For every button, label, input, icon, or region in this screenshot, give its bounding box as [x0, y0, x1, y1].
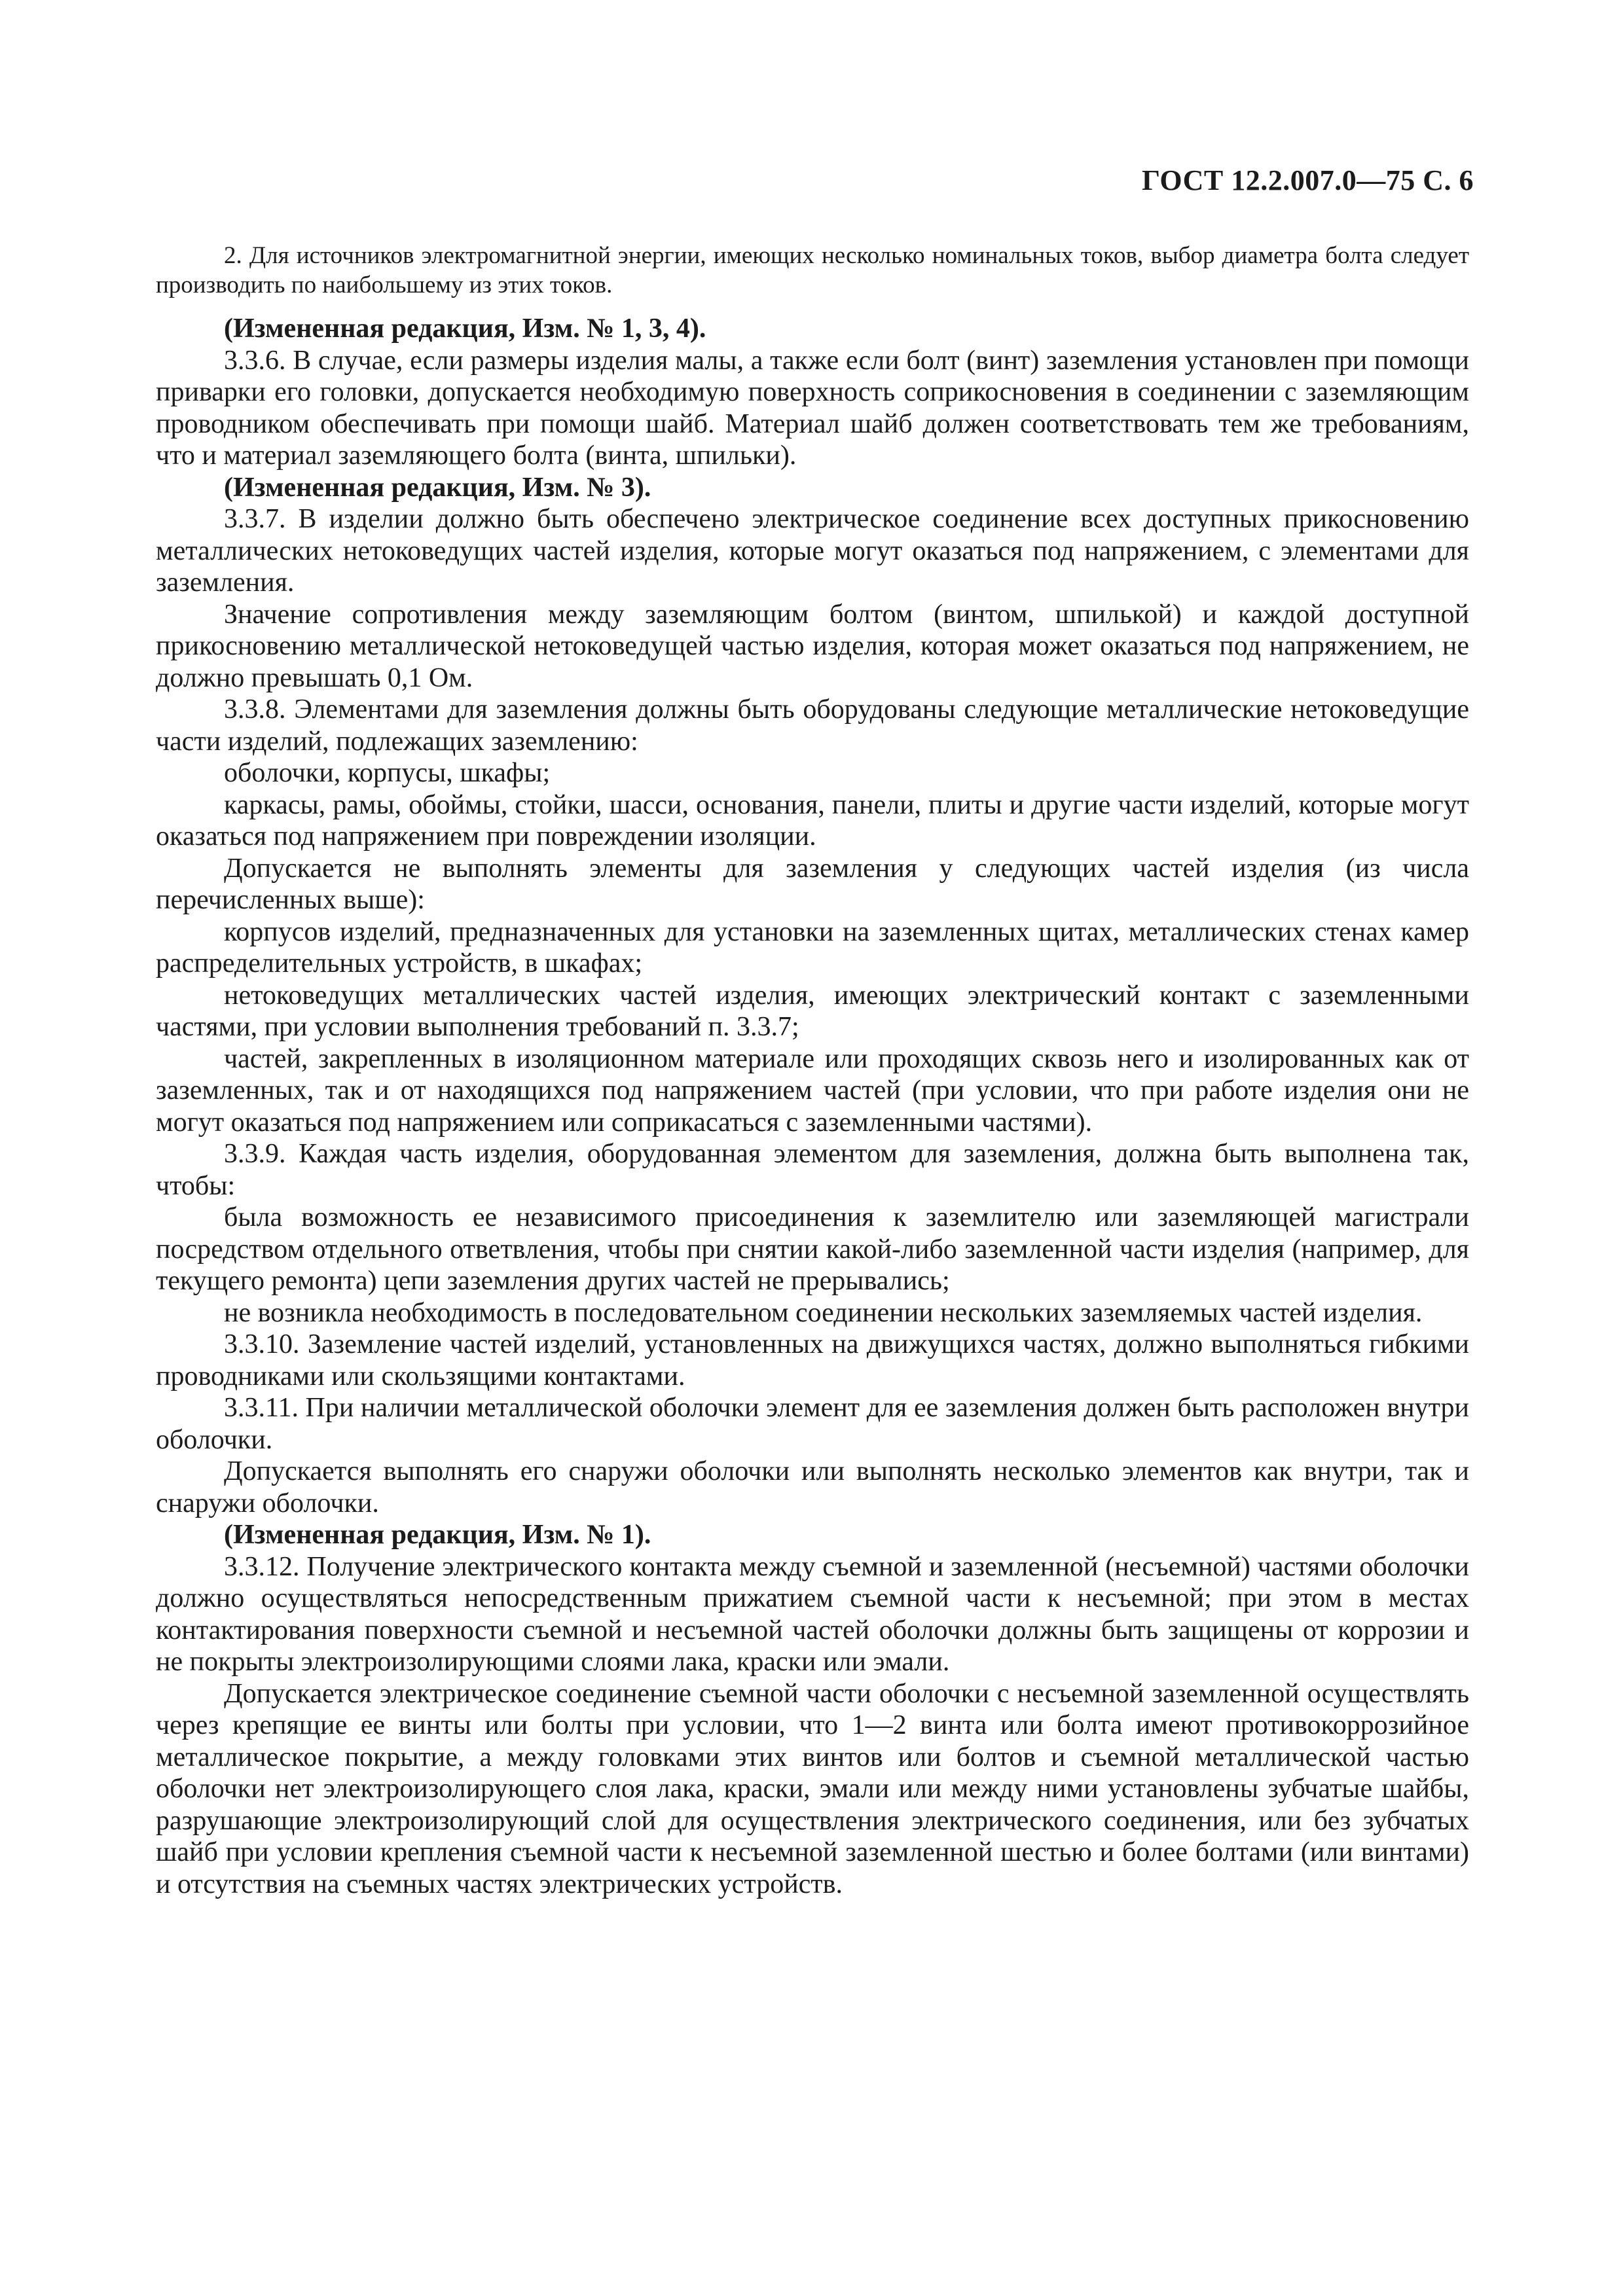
amendment-note: (Измененная редакция, Изм. № 1, 3, 4). [224, 314, 706, 344]
list-item: нетоковедущих металлических частей изделия, имеющих электрический контакт с заземленными частями, при условии выполнения требований п. 3.3.7; [156, 980, 1469, 1042]
list-item: была возможность ее независимого присоединения к заземлителю или заземляющей магистрали посредством отдельного ответвления, чтобы при снятии какой-либо заземленной части изделия (например, для текущего ремонта) цепи заземления других частей не прерывались; [156, 1202, 1469, 1296]
paragraph: Значение сопротивления между заземляющим болтом (винтом, шпилькой) и каждой доступной прикосновению металлической нетоковедущей частью изделия, которая может оказаться под напряжением, не должно превышать 0,1 Ом. [156, 599, 1469, 693]
list-item: каркасы, рамы, обоймы, стойки, шасси, основания, панели, плиты и другие части изделий, которые могут оказаться под напряжением при повреждении изоляции. [156, 789, 1469, 852]
paragraph: Допускается электрическое соединение съемной части оболочки с несъемной заземленной осуществлять через крепящие ее винты или болты при условии, что 1—2 винта или болта имеют противокоррозийное металлическое покрытие, а между головками этих винтов или болтов и съемной металлической частью оболочки нет электроизолирующего слоя лака, краски, эмали или между ними установлены зубчатые шайбы, разрушающие электроизолирующий слой для осуществления электрического соединения, или без зубчатых шайб при условии крепления съемной части к несъемной заземленной шестью и более болтами (или винтами) и отсутствия на съемных частях электрических устройств. [156, 1678, 1469, 1899]
clause-3-3-9: 3.3.9. Каждая часть изделия, оборудованная элементом для заземления, должна быть выполнена так, чтобы: [156, 1139, 1469, 1201]
clause-3-3-11: 3.3.11. При наличии металлической оболочки элемент для ее заземления должен быть расположен внутри оболочки. [156, 1393, 1469, 1455]
clause-3-3-7: 3.3.7. В изделии должно быть обеспечено электрическое соединение всех доступных прикосновению металлических нетоковедущих частей изделия, которые могут оказаться под напряжением, с элементами для заземления. [156, 504, 1469, 598]
clause-3-3-8: 3.3.8. Элементами для заземления должны быть оборудованы следующие металлические нетоковедущие части изделий, подлежащих заземлению: [156, 694, 1469, 757]
amendment-note: (Измененная редакция, Изм. № 1). [224, 1520, 651, 1550]
clause-3-3-12: 3.3.12. Получение электрического контакта между съемной и заземленной (несъемной) частями оболочки должно осуществляться непосредственным прижатием съемной части к несъемной; при этом в местах контактирования поверхности съемной и несъемной частей оболочки должны быть защищены от коррозии и не покрыты электроизолирующими слоями лака, краски или эмали. [156, 1551, 1469, 1677]
list-item: оболочки, корпусы, шкафы; [224, 758, 551, 788]
list-item: частей, закрепленных в изоляционном материале или проходящих сквозь него и изолированных как от заземленных, так и от находящихся под напряжением частей (при условии, что при работе изделия они не могут оказаться под напряжением или соприкасаться с заземленными частями). [156, 1043, 1469, 1138]
list-item: корпусов изделий, предназначенных для установки на заземленных щитах, металлических стенах камер распределительных устройств, в шкафах; [156, 916, 1469, 978]
clause-3-3-10: 3.3.10. Заземление частей изделий, установленных на движущихся частях, должно выполняться гибкими проводниками или скользящими контактами. [156, 1329, 1469, 1391]
document-body [156, 241, 1469, 1900]
paragraph: Допускается не выполнять элементы для заземления у следующих частей изделия (из числа перечисленных выше): [156, 853, 1469, 915]
note-paragraph: 2. Для источников электромагнитной энергии, имеющих несколько номинальных токов, выбор диаметра болта следует производить по наибольшему из этих токов. [156, 242, 1469, 298]
amendment-note: (Измененная редакция, Изм. № 3). [224, 472, 651, 503]
clause-3-3-6: 3.3.6. В случае, если размеры изделия малы, а также если болт (винт) заземления установлен при помощи приварки его головки, допускается необходимую поверхность соприкосновения в соединении с заземляющим проводником обеспечивать при помощи шайб. Материал шайб должен соответствовать тем же требованиям, что и материал заземляющего болта (винта, шпильки). [156, 345, 1469, 471]
list-item: не возникла необходимость в последовательном соединении нескольких заземляемых частей изделия. [224, 1297, 1423, 1328]
paragraph: Допускается выполнять его снаружи оболочки или выполнять несколько элементов как внутри, так и снаружи оболочки. [156, 1456, 1469, 1518]
page-header: ГОСТ 12.2.007.0—75 С. 6 [1141, 164, 1474, 196]
